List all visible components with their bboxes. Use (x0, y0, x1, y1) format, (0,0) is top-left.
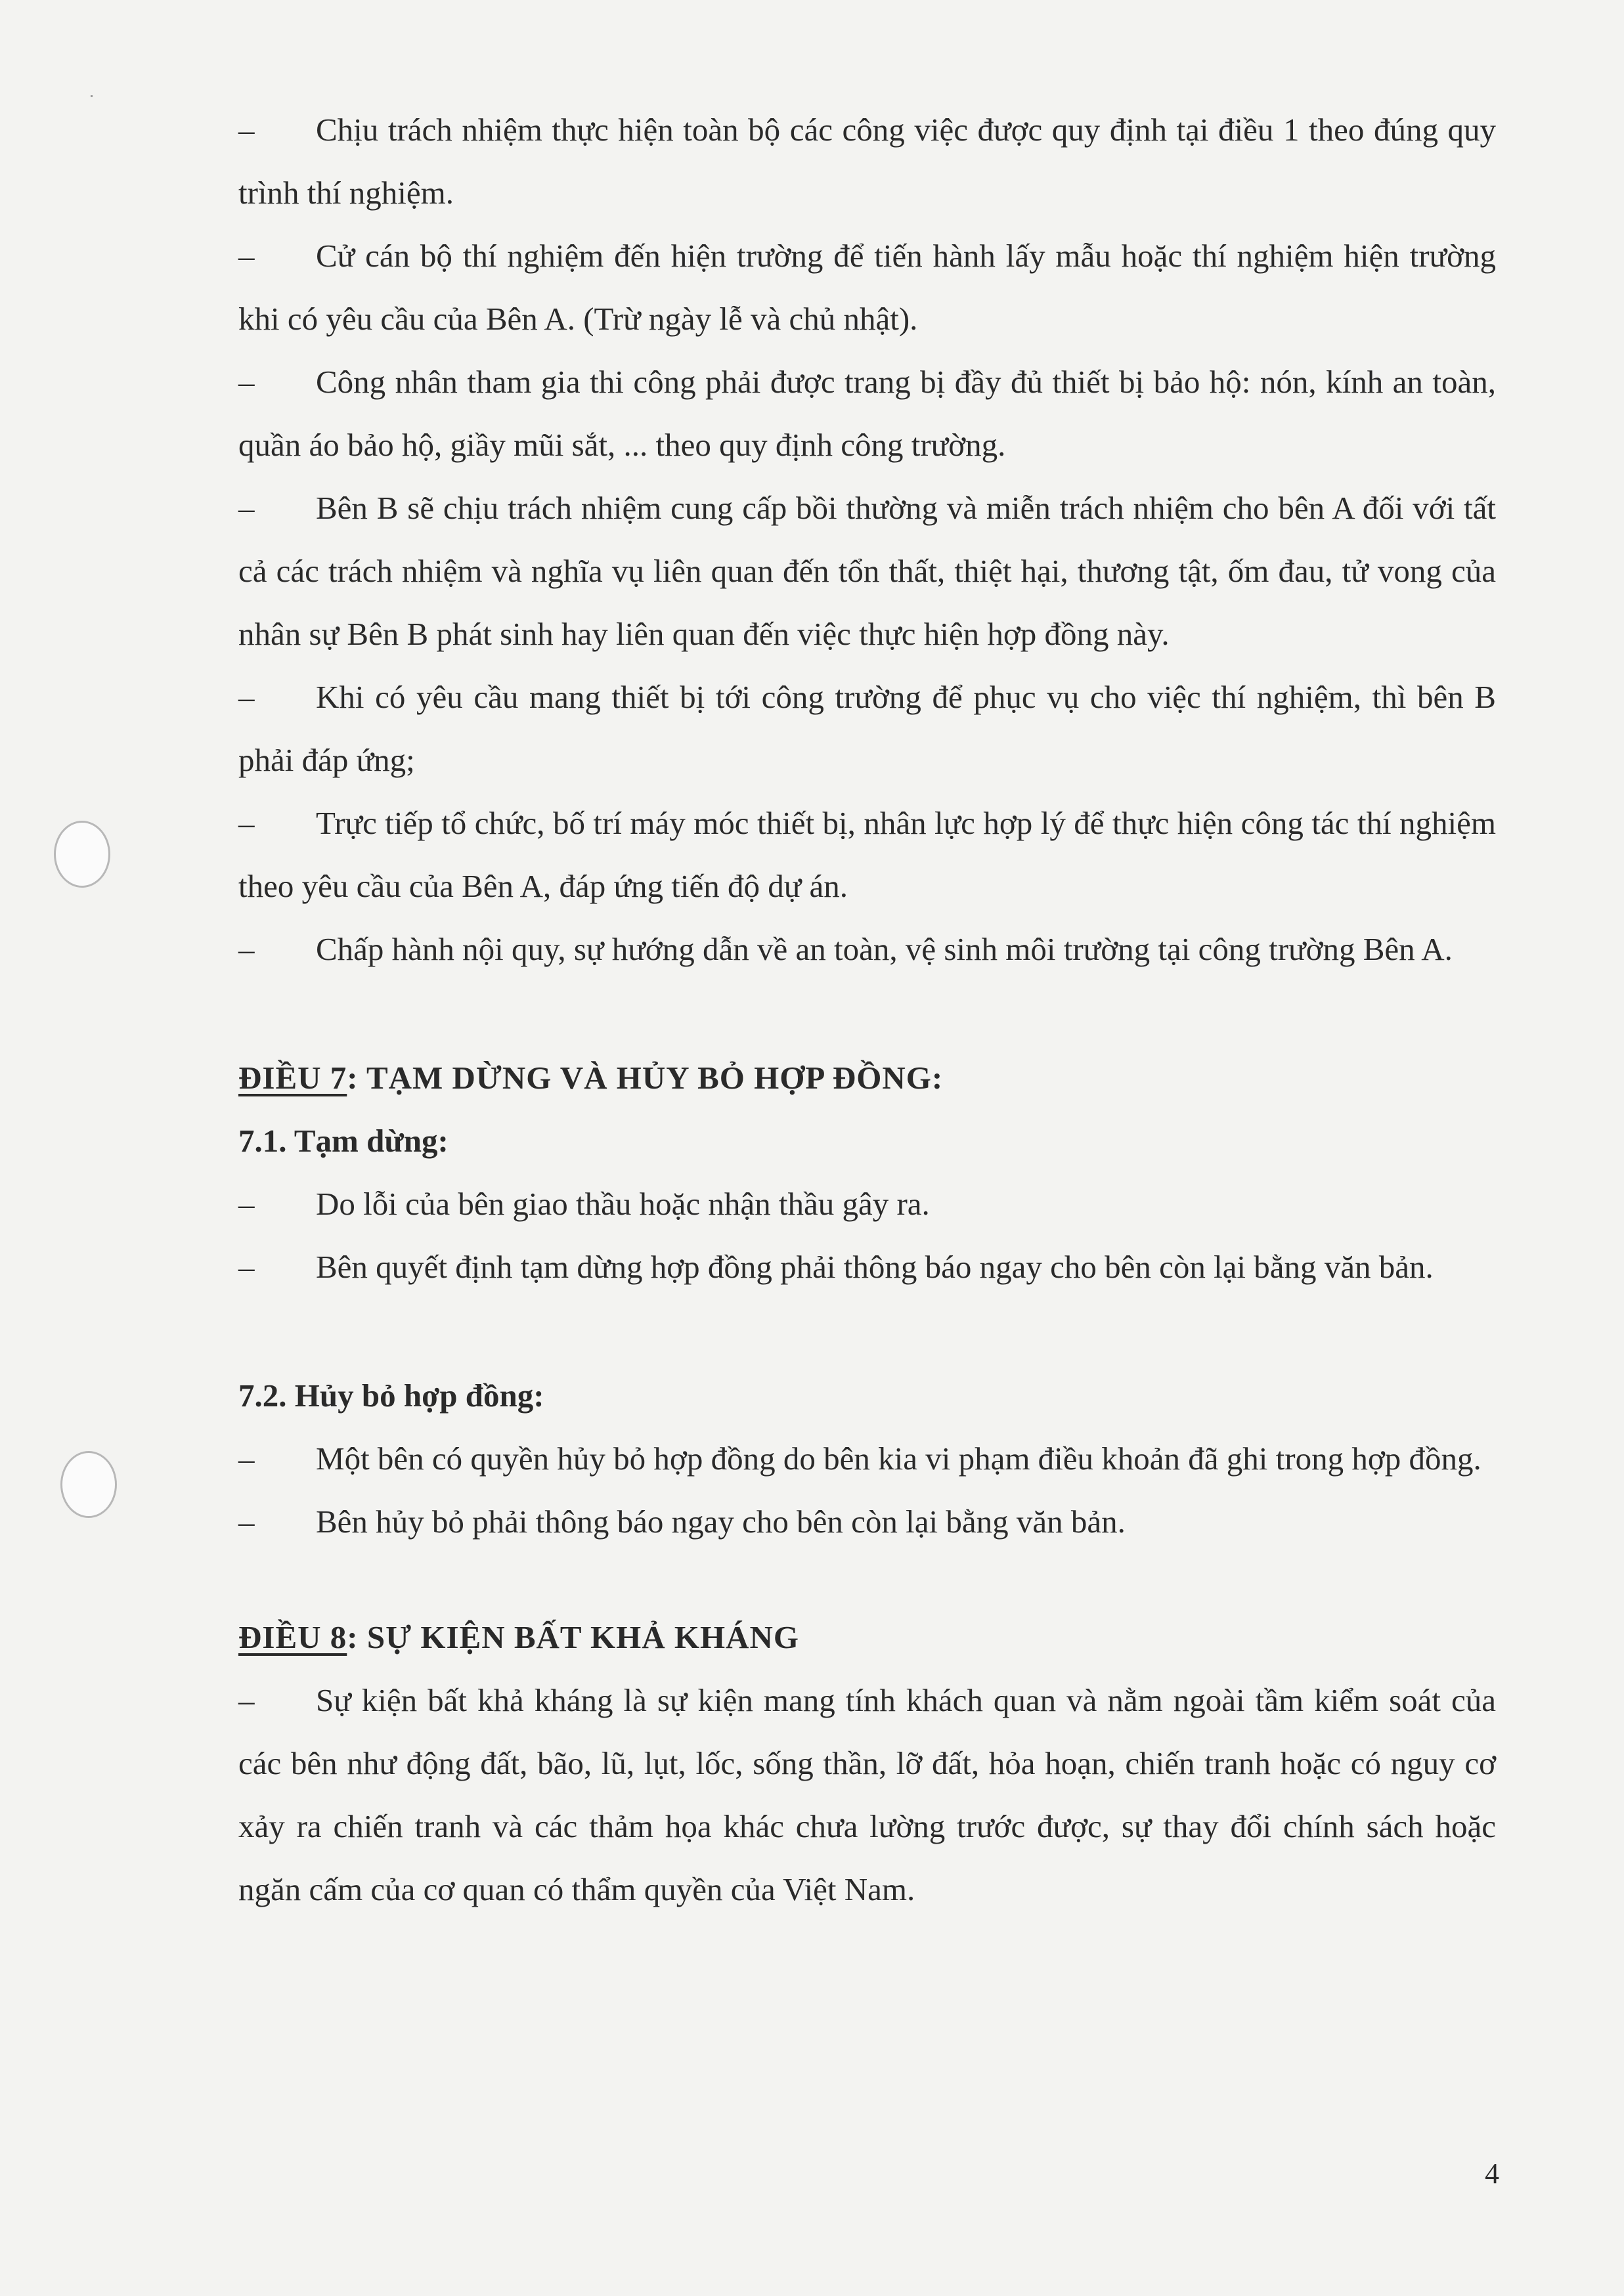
list-item-text: Bên hủy bỏ phải thông báo ngay cho bên còn lại bằng văn bản. (316, 1504, 1126, 1540)
dash-marker: – (238, 1504, 255, 1540)
list-item (238, 1236, 1496, 1299)
list-item-text: Cử cán bộ thí nghiệm đến hiện trường để tiến hành lấy mẫu hoặc thí nghiệm hiện trường khi có yêu cầu của Bên A. (Trừ ngày lễ và chủ nhật). (238, 238, 1496, 337)
list-item (238, 792, 1496, 918)
spacer (238, 1553, 1496, 1606)
dash-marker: – (238, 112, 255, 148)
list-item-text: Một bên có quyền hủy bỏ hợp đồng do bên kia vi phạm điều khoản đã ghi trong hợp đồng. (316, 1440, 1481, 1477)
dash-marker: – (238, 364, 255, 400)
list-item-text: Do lỗi của bên giao thầu hoặc nhận thầu gây ra. (316, 1186, 930, 1222)
spacer (238, 981, 1496, 1047)
list-item-text: Khi có yêu cầu mang thiết bị tới công trường để phục vụ cho việc thí nghiệm, thì bên B phải đáp ứng; (238, 679, 1496, 778)
list-item-text: Công nhân tham gia thi công phải được trang bị đầy đủ thiết bị bảo hộ: nón, kính an toàn, quần áo bảo hộ, giầy mũi sắt, ... theo quy định công trường. (238, 364, 1496, 463)
list-item (238, 918, 1496, 981)
dash-marker: – (238, 1440, 255, 1477)
list-item-text: Chấp hành nội quy, sự hướng dẫn về an toàn, vệ sinh môi trường tại công trường Bên A. (316, 931, 1453, 967)
article-7-label: ĐIỀU 7 (238, 1060, 347, 1096)
page-number: 4 (1485, 2157, 1499, 2190)
page-content (238, 98, 1496, 1921)
article-8-heading (238, 1606, 1496, 1669)
list-item (238, 225, 1496, 351)
article-8-label: ĐIỀU 8 (238, 1619, 347, 1655)
list-item (238, 666, 1496, 792)
punch-hole (54, 821, 110, 888)
spacer (238, 1299, 1496, 1364)
dash-marker: – (238, 805, 255, 841)
list-item (238, 98, 1496, 225)
dash-marker: – (238, 679, 255, 715)
list-item (238, 1173, 1496, 1236)
article-7-title: : TẠM DỪNG VÀ HỦY BỎ HỢP ĐỒNG: (347, 1060, 944, 1096)
section-7-2-heading: 7.2. Hủy bỏ hợp đồng: (238, 1377, 544, 1414)
dash-marker: – (238, 931, 255, 967)
dash-marker: – (238, 238, 255, 274)
list-item-text: Sự kiện bất khả kháng là sự kiện mang tính khách quan và nằm ngoài tầm kiểm soát của các bên như động đất, bão, lũ, lụt, lốc, sống thần, lỡ đất, hỏa hoạn, chiến tranh hoặc có nguy cơ xảy ra chiến tranh và các thảm họa khác chưa lường trước được, sự thay đổi chính sách hoặc ngăn cấm của cơ quan có thẩm quyền của Việt Nam. (238, 1682, 1496, 1907)
article-7-heading (238, 1047, 1496, 1110)
dash-marker: – (238, 1682, 255, 1718)
dash-marker: – (238, 490, 255, 526)
list-item (238, 351, 1496, 477)
list-item-text: Bên B sẽ chịu trách nhiệm cung cấp bồi thường và miễn trách nhiệm cho bên A đối với tất cả các trách nhiệm và nghĩa vụ liên quan đến tổn thất, thiệt hại, thương tật, ốm đau, tử vong của nhân sự Bên B phát sinh hay liên quan đến việc thực hiện hợp đồng này. (238, 490, 1496, 652)
dash-marker: – (238, 1186, 255, 1222)
list-item (238, 1427, 1496, 1490)
scan-speck (91, 95, 93, 97)
section-7-1-heading: 7.1. Tạm dừng: (238, 1123, 449, 1159)
list-item-text: Bên quyết định tạm dừng hợp đồng phải thông báo ngay cho bên còn lại bằng văn bản. (316, 1249, 1434, 1285)
dash-marker: – (238, 1249, 255, 1285)
punch-hole (60, 1451, 117, 1518)
list-item (238, 1490, 1496, 1553)
list-item (238, 477, 1496, 666)
list-item-text: Trực tiếp tổ chức, bố trí máy móc thiết bị, nhân lực hợp lý để thực hiện công tác thí nghiệm theo yêu cầu của Bên A, đáp ứng tiến độ dự án. (238, 805, 1496, 904)
list-item-text: Chịu trách nhiệm thực hiện toàn bộ các công việc được quy định tại điều 1 theo đúng quy trình thí nghiệm. (238, 112, 1496, 211)
article-8-title: : SỰ KIỆN BẤT KHẢ KHÁNG (347, 1619, 799, 1655)
list-item (238, 1669, 1496, 1921)
